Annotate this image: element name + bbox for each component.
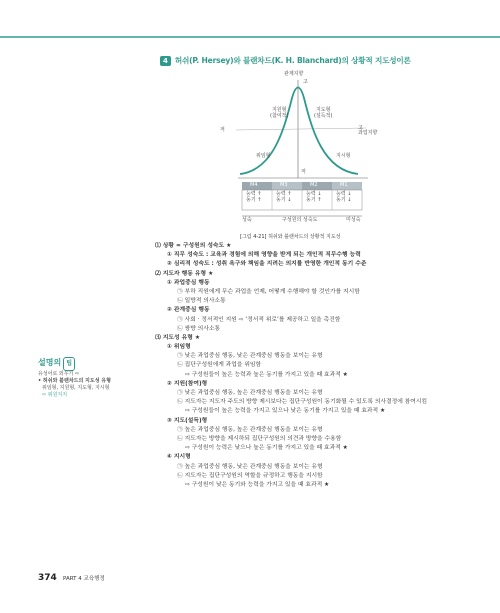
relation-high-label: 고 xyxy=(303,79,308,85)
diagonal-guide xyxy=(236,125,366,131)
tip-badge: 팁 xyxy=(63,357,75,371)
sidebar-line: ⇨ 위원지지 xyxy=(42,392,68,398)
task-high-label: 고 xyxy=(358,125,363,131)
main-content xyxy=(155,242,475,490)
bell-curve xyxy=(240,88,358,175)
quadrant-delegating: 위임형 xyxy=(256,153,271,159)
content-line: ② 지원(참여)형 xyxy=(167,380,208,387)
content-line: ㉠ 높은 과업중심 행동, 높은 관계중심 행동을 보이는 유형 xyxy=(177,426,323,433)
quadrant-directing: 지시형 xyxy=(336,153,351,159)
content-line: ㉡ 쌍방 의사소통 xyxy=(177,325,221,332)
content-line: ⇨ 구성원이 낮은 동기와 능력을 가지고 있을 때 효과적 ★ xyxy=(185,481,330,488)
page-footer xyxy=(38,573,105,583)
stage-label-m1: M1 xyxy=(340,182,348,188)
stage-cell: 능력 ↓ 동기 ↓ xyxy=(336,191,352,203)
content-line: ③ 지도(설득)형 xyxy=(167,417,208,424)
content-line: ⑵ 지도자 행동 유형 ★ xyxy=(155,270,214,277)
section-title: 허쉬(P. Hersey)와 블랜차드(K. H. Blanchard)의 상황적 지도성이론 xyxy=(174,56,411,65)
sidebar-line: • 허쉬와 블랜차드의 지도성 유형 xyxy=(38,378,111,384)
maturity-high-label: 성숙 xyxy=(242,217,252,223)
figure-caption: [그림 4-21] 허쉬와 블랜차드의 상황적 지도성 xyxy=(240,234,341,240)
task-axis-label: 과업지향 xyxy=(358,130,378,136)
content-line: ④ 지시형 xyxy=(167,454,191,461)
content-line: ㉠ 부하 직원에게 무슨 과업을 언제, 어떻게 수행해야 할 것인가를 지시함 xyxy=(177,288,360,295)
quadrant-coaching: 지도형 (설득적) xyxy=(314,107,333,119)
content-line: ② 관계중심 행동 xyxy=(167,307,210,314)
sidebar-title: 설명의 팁 xyxy=(38,357,138,371)
content-line: ㉠ 사회 · 정서적인 지원 ⇨ ‘정서적 위로’를 제공하고 일을 촉진함 xyxy=(177,316,341,323)
part-label: PART 4 교육행정 xyxy=(63,576,105,582)
sidebar-line: 유성어로 외우기 ⇨ xyxy=(38,371,80,377)
content-line: ① 직무 성숙도 : 교육과 경험에 의해 영향을 받게 되는 개인적 직무수행 능력 xyxy=(167,252,361,259)
content-line: ② 심리적 성숙도 : 성취 욕구와 책임을 지려는 의지를 반영한 개인적 동기 수준 xyxy=(167,261,367,268)
quadrant-supporting: 지원형 (참여적) xyxy=(270,107,289,119)
content-line: ㉡ 일방적 의사소통 xyxy=(177,298,226,305)
stage-cell: 능력 ↑ 동기 ↑ xyxy=(246,191,262,203)
leadership-curve-diagram xyxy=(218,70,388,230)
sidebar-tip xyxy=(38,357,138,399)
sidebar-line: 위임형, 지원형, 지도형, 지시형 xyxy=(42,385,110,391)
stage-cell: 능력 ↓ 동기 ↑ xyxy=(306,191,322,203)
maturity-low-label: 미성숙 xyxy=(346,217,361,223)
content-line: ① 위임형 xyxy=(167,344,191,351)
stage-label-m4: M4 xyxy=(250,182,258,188)
content-line: ⇨ 구성원들이 높은 능력과 높은 동기를 가지고 있을 때 효과적 ★ xyxy=(185,371,348,378)
content-line: ⑴ 상황 = 구성원의 성숙도 ★ xyxy=(155,243,232,249)
maturity-axis-label: 구성원의 성숙도 xyxy=(282,217,318,223)
stage-label-m2: M2 xyxy=(310,182,318,188)
stage-label-m3: M3 xyxy=(280,182,288,188)
content-line: ㉠ 낮은 과업중심 행동, 높은 관계중심 행동을 보이는 유형 xyxy=(177,390,323,396)
section-heading xyxy=(160,55,411,66)
content-line: ㉡ 지도자는 지도자 주도의 방향 제시보다는 집단구성원이 동기화될 수 있도록 의사결정에 참여시킴 xyxy=(177,399,428,406)
content-line: ㉡ 지도자는 방향을 제시하되 집단구성원의 의견과 방향을 수용함 xyxy=(177,435,342,442)
stage-cell: 능력 ↑ 동기 ↓ xyxy=(276,191,292,203)
page-number: 374 xyxy=(38,573,57,583)
header-rule xyxy=(0,36,500,38)
content-line: ㉠ 높은 과업중심 행동, 낮은 관계중심 행동을 보이는 유형 xyxy=(177,463,323,470)
relation-axis-label: 관계지향 xyxy=(284,71,304,77)
section-number-badge: 4 xyxy=(160,56,171,66)
relation-low-label: 저 xyxy=(220,127,225,133)
content-line: ⇨ 구성원들이 높은 능력을 가지고 있으나 낮은 동기를 가지고 있을 때 효과적 ★ xyxy=(185,408,386,415)
content-line: ① 과업중심 행동 xyxy=(167,279,210,286)
content-line: ㉠ 낮은 과업중심 행동, 낮은 관계중심 행동을 보이는 유형 xyxy=(177,353,323,360)
content-line: ⑶ 지도성 유형 ★ xyxy=(155,334,201,341)
task-low-label: 저 xyxy=(301,169,306,175)
content-line: ㉡ 지도자는 집단구성원의 역할을 규정하고 행동을 지시함 xyxy=(177,472,323,479)
content-line: ⇨ 구성원이 능력은 낮으나 높은 동기를 가지고 있을 때 효과적 ★ xyxy=(185,445,348,452)
leadership-figure xyxy=(218,70,388,230)
content-line: ㉡ 집단구성원에게 과업을 위임함 xyxy=(177,362,262,369)
